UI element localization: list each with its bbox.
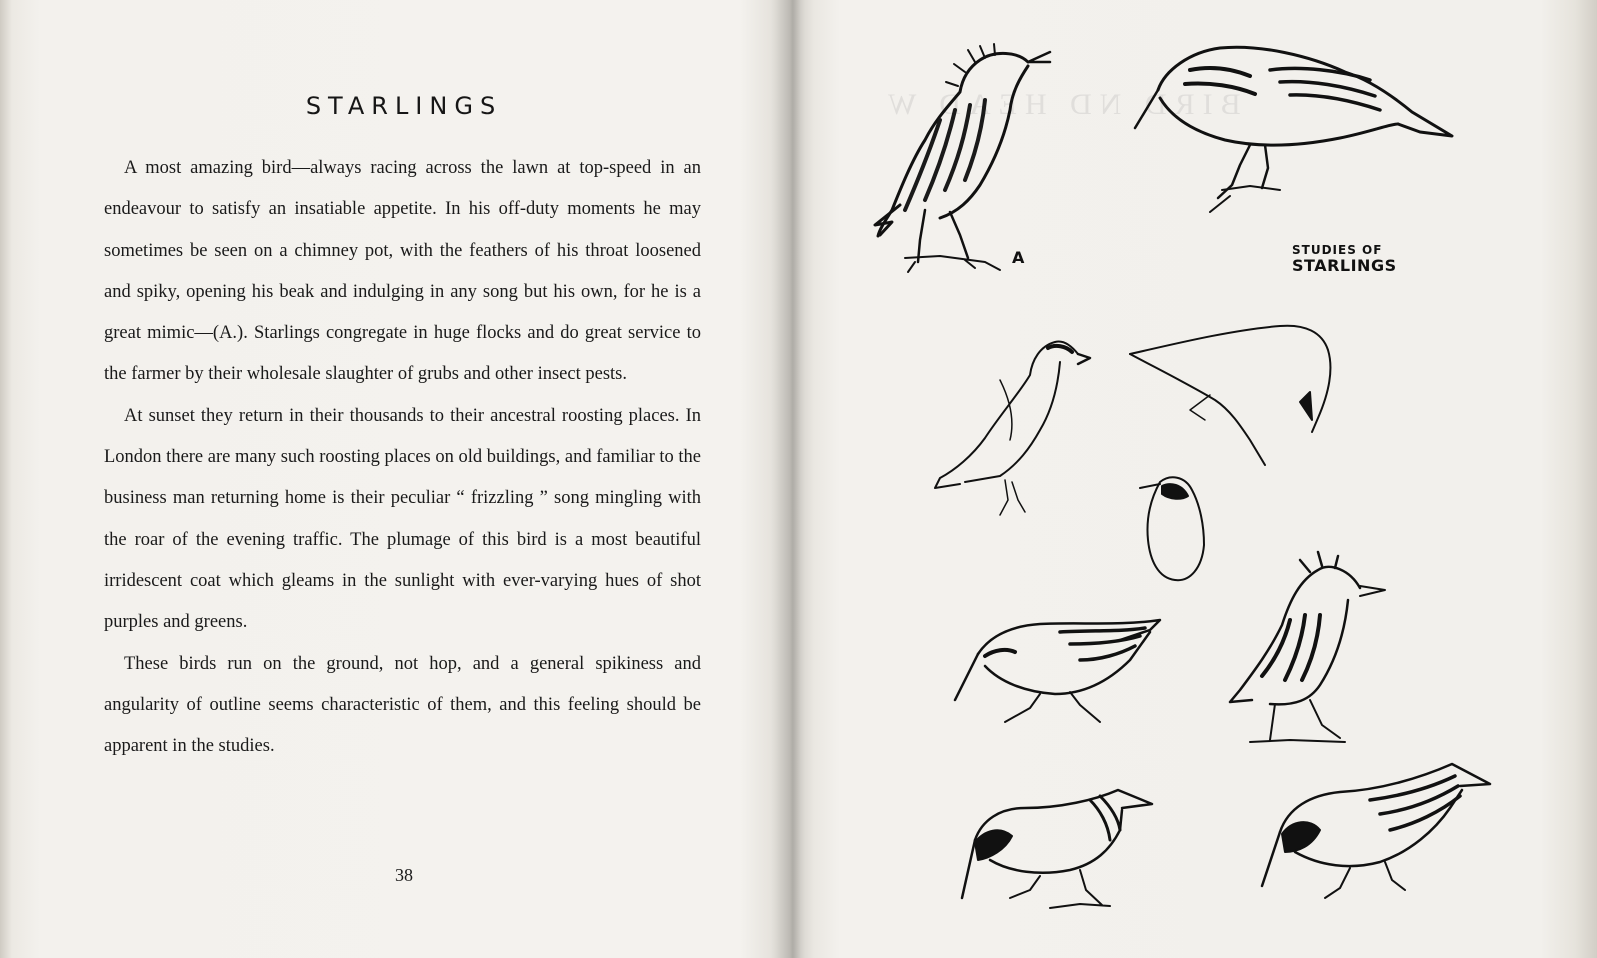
paragraph-3: These birds run on the ground, not hop, and a general spikiness and angularity of outline seems characteristic of them, and this feeling should be apparent in the studies. [104,653,701,757]
left-page [0,0,792,958]
body-text [104,148,701,767]
page-number: 38 [395,865,413,885]
show-through-heading: BIRD ND HEAD W [880,88,1241,121]
caption-studies-of: STUDIES OF [1292,243,1383,257]
right-page [792,0,1597,958]
sketch-caption [1292,244,1397,274]
paragraph-2: At sunset they return in their thousands to their ancestral roosting places. In London there are many such roosting places on old buildings, and familiar to the business man returning home is their peculiar “ frizzling ” song mingling with the roar of the evening traffic. The plumage of this bird is a most beautiful irridescent coat which gleams in the sunlight with ever-varying hues of shot purples and greens. [104,405,701,633]
caption-starlings: STARLINGS [1292,256,1397,275]
sketch-label-a: A [1012,248,1025,267]
page-title: STARLINGS [305,92,503,120]
paragraph-1: A most amazing bird—always racing across the lawn at top-speed in an endeavour to satisfy an insatiable appetite. In his off-duty moments he may sometimes be seen on a chimney pot, with the feathers of his throat loosened and spiky, opening his beak and indulging in any song but his own, for he is a great mimic—(A.). Starlings congregate in huge flocks and do great service to the farmer by their wholesale slaughter of grubs and other insect pests. [104,158,701,385]
